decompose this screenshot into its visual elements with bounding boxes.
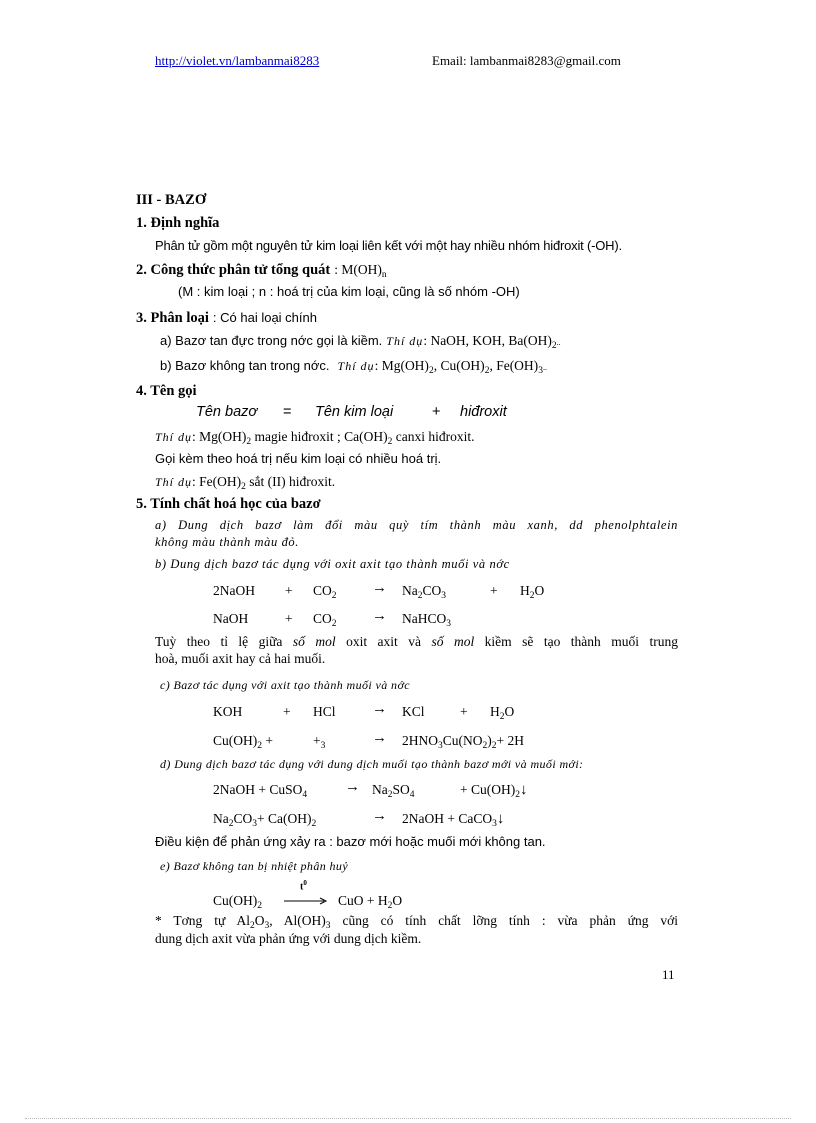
s5-ratio-2: hoà, muối axit hay cả hai muối. [155,651,326,666]
reaction-5-product-2: + $Cu(OH)_2↓$ [460,782,528,800]
s4-note: Gọi kèm theo hoá trị nếu kim loại có nhiều hoá trị. [155,451,442,466]
reaction-3-product-1: KCl [402,704,425,719]
s3-line [136,309,317,327]
header-email: Email: lambanmai8283@gmail.com [432,53,621,68]
section-title: III - BAZƠ [136,192,207,208]
s1-text: Phân tử gồm một nguyên tử kim loại liên kết với một hay nhiều nhóm hiđroxit (-OH). [155,238,622,253]
s5-b: b) Dung dịch bazơ tác dụng với oxit axit tạo thành muối và nớc [155,557,510,571]
heat-arrow-icon [284,893,328,911]
s5-amphoteric: * Tơng tự $Al_2O_3$, $Al(OH)_3$ cũng có tính chất lỡng tính : vừa phản ứng với [155,913,679,931]
reaction-2-product: NaHCO$_3$ [402,611,451,629]
reaction-7-products: CuO + $H_2O$ [338,893,403,911]
page-number: 11 [662,967,675,982]
s5-amphoteric-2: dung dịch axit vừa phản ứng với dung dịch kiềm. [155,931,422,946]
s4-rule-c: hiđroxit [460,404,507,420]
s3-a-formula: : NaOH, KOH, $Ba(OH)_2$.. [423,333,561,351]
s4-ex2-label: Thí dụ [155,475,193,489]
s3-a-example: Thí dụ [386,334,424,348]
s5-condition: Điều kiện để phản ứng xảy ra : bazơ mới hoặc muối mới không tan. [155,834,546,849]
s3-b-formula: : $Mg(OH)_2$, $Cu(OH)_2$, $Fe(OH)_3$.. [374,358,547,376]
reaction-5-product-1: $Na_2SO_4$ [372,782,415,800]
s5-e: e) Bazơ không tan bị nhiệt phân huỷ [160,859,349,873]
reaction-4-reactant-1: $Cu(OH)_2$ + [213,733,273,751]
reaction-2-reactant-2: $CO_2$ [313,611,337,629]
s2-note: (M : kim loại ; n : hoá trị của kim loại, cũng là số nhóm -OH) [178,284,520,299]
reaction-1-product-1: $Na_2CO_3$ [402,583,447,601]
precipitate-arrow-2: ↓ [496,811,505,827]
reaction-4-arrow: → [372,730,387,746]
s4-ex1: Thí dụ: $Mg(OH)_2$ magie hiđroxit ; $Ca(OH)_2$ canxi hiđroxit. [155,429,475,447]
reaction-3-plus-1: + [283,704,291,719]
reaction-6-arrow: → [372,808,387,824]
reaction-3-plus-2: + [460,704,468,719]
s3-a-text: a) Bazơ tan đực trong nớc gọi là kiềm. [160,333,383,348]
reaction-2-arrow: → [372,608,387,624]
s2-formula: : $M(OH)_n$ [334,262,387,280]
s2-heading: 2. Công thức phân tử tổng quát [136,262,331,278]
s4-rule-b: Tên kim loại [315,404,394,420]
s3-a [160,332,561,350]
reaction-3-reactant-2: HCl [313,704,336,719]
s5-ratio: Tuỳ theo tỉ lệ giữa số mol oxit axit và số mol kiềm sẽ tạo thành muối trung [155,634,678,649]
s1-heading: 1. Định nghĩa [136,215,220,231]
s3-b-text: b) Bazơ không tan trong nớc. [160,358,330,373]
s4-heading: 4. Tên gọi [136,383,197,399]
s5-heading: 5. Tính chất hoá học của bazơ [136,496,321,512]
header-link[interactable]: http://violet.vn/lambanmai8283 [155,53,320,68]
s4-ex1-label: Thí dụ [155,430,193,444]
reaction-5-arrow: → [345,779,360,795]
s5-a2: không màu thành màu đỏ. [155,535,299,549]
reaction-2-reactant-1: NaOH [213,611,249,626]
reaction-3-arrow: → [372,701,387,717]
s3-b-example: Thí dụ [337,359,375,373]
s5-a: a) Dung dịch bazơ làm đổi màu quỳ tím thành màu xanh, dd phenolphtalein [155,518,678,532]
reaction-1-reactant-1: 2NaOH [213,583,255,598]
s2-line [136,261,387,279]
precipitate-arrow-1: ↓ [519,782,528,798]
s3-heading-rest: : Có hai loại chính [212,310,317,325]
s4-rule-eq: = [283,404,292,420]
reaction-6-products: 2NaOH + CaCO$_3$↓ [402,811,505,829]
reaction-5-reactants: 2NaOH + CuSO$_4$ [213,782,308,800]
reaction-1-arrow: → [372,580,387,596]
reaction-6-reactants: $Na_2CO_3+ Ca(OH)_2$ [213,811,317,829]
reaction-2-plus: + [285,611,293,626]
s3-heading: 3. Phân loại [136,310,209,326]
reaction-3-product-2: $H_2O$ [490,704,515,722]
s4-rule-plus: + [432,404,441,420]
reaction-1-plus-1: + [285,583,293,598]
reaction-1-reactant-2: $CO_2$ [313,583,337,601]
reaction-7-reactant: $Cu(OH)_2$ [213,893,262,911]
s3-b [160,357,547,375]
reaction-1-plus-2: + [490,583,498,598]
reaction-1-product-2: $H_2O$ [520,583,545,601]
page-edge-divider [25,1118,791,1119]
s4-ex2: Thí dụ: $Fe(OH)_2$ sắt (II) hiđroxit. [155,474,336,492]
reaction-4-products: $2HNO_3Cu(NO_2)_2+ 2H$ [402,733,524,751]
s5-d: d) Dung dịch bazơ tác dụng với dung dịch muối tạo thành bazơ mới và muối mới: [160,757,584,771]
heat-label: $t^0$ [300,879,307,893]
s4-rule-a: Tên bazơ [196,404,258,420]
s5-c: c) Bazơ tác dụng với axit tạo thành muối và nớc [160,678,410,692]
reaction-3-reactant-1: KOH [213,704,243,719]
reaction-4-reactant-2: $+_3$ [313,733,326,751]
